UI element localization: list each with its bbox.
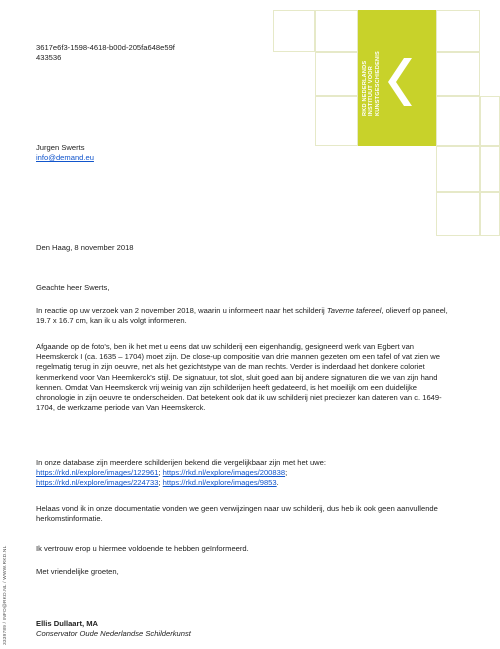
provenance-paragraph: Helaas vond ik in onze documentatie vonden we geen verwijzingen naar uw schilderij, dus heb ik ook geen aanvullende herkomstinformatie. xyxy=(36,504,438,524)
decor-square xyxy=(436,96,480,146)
link-end: . xyxy=(276,478,279,488)
body-paragraph: Afgaande op de foto's, ben ik het met u eens dat uw schilderij een eigenhandig, gesigneerd werk van Egbert van Heemskerck I (ca. 1635 – 1704) moet zijn. De close-up compositie van drie mannen gezeten om een tafel of vat zien we regelmatig terug in zijn oeuvre, net als het gezichtstype van de man rechts. Verder is inderdaad het donkere coloriet kenmerkend voor Van Heemkerck's stijl. De signatuur, tot slot, sluit goed aan bij andere signaturen die we van zijn hand kennen. Omdat Van Heemskerck vrij weinig van zijn schilderijen heeft gedateerd, is het moeilijk om een duidelijke chronologie in zijn oeuvre te onderscheiden. Dat betekent ook dat ik uw schilderij niet preciezer kan dateren van c. 1649-1704, de werkzame periode van Van Heemskerck. xyxy=(36,342,442,413)
decor-square xyxy=(436,146,480,192)
decor-square xyxy=(436,10,480,52)
signature-name: Ellis Dullaart, MA xyxy=(36,619,99,628)
logo-line: RKD NEDERLANDS xyxy=(362,60,368,116)
recipient-name: Jurgen Swerts xyxy=(36,143,85,152)
intro-text-end: , olieverf op paneel, 19.7 x 16.7 cm, kan ik u als volgt informeren. xyxy=(36,306,448,326)
database-link[interactable]: https://rkd.nl/explore/images/9853 xyxy=(162,478,277,488)
reference-id: 3617e6f3-1598-4618-b00d-205fa648e59f xyxy=(36,43,175,52)
decor-square xyxy=(436,52,480,96)
database-paragraph xyxy=(36,458,448,489)
logo-line: KUNSTGESCHIEDENIS xyxy=(374,51,381,116)
painting-title: Taverne tafereel xyxy=(326,306,382,315)
decor-square xyxy=(480,192,500,236)
database-link[interactable]: https://rkd.nl/explore/images/200838 xyxy=(162,468,286,478)
database-link[interactable]: https://rkd.nl/explore/images/224733 xyxy=(36,478,159,488)
link-separator: ; xyxy=(158,468,163,478)
decor-square xyxy=(315,10,358,52)
decor-square xyxy=(315,96,358,146)
link-separator: ; xyxy=(285,468,288,478)
signature-role: Conservator Oude Nederlandse Schilderkunst xyxy=(36,629,191,639)
decor-square xyxy=(480,96,500,146)
closing-greeting: Met vriendelijke groeten, xyxy=(36,567,119,576)
database-intro: In onze database zijn meerdere schilderijen bekend die vergelijkbaar zijn met het uwe: xyxy=(36,458,326,467)
intro-paragraph xyxy=(36,306,448,326)
intro-text: In reactie op uw verzoek van 2 november 2018, waarin u informeert naar het schilderij xyxy=(36,306,327,315)
reference-block xyxy=(36,43,175,63)
salutation: Geachte heer Swerts, xyxy=(36,283,110,292)
date-line: Den Haag, 8 november 2018 xyxy=(36,243,134,252)
link-separator: ; xyxy=(158,478,163,488)
recipient-email-link[interactable]: info@demand.eu xyxy=(36,153,94,163)
logo-text xyxy=(362,10,392,116)
sidebar-contact-text: 3339789 / INFO@RKD.NL / WWW.RKD.NL xyxy=(3,545,8,645)
logo-line: INSTITUUT VOOR xyxy=(368,65,375,116)
recipient-block xyxy=(36,143,94,163)
decor-square xyxy=(436,192,480,236)
decor-square xyxy=(315,52,358,96)
signature-block xyxy=(36,619,191,639)
decor-square xyxy=(480,146,500,192)
rkd-logo xyxy=(358,10,436,146)
decor-square xyxy=(273,10,315,52)
database-link[interactable]: https://rkd.nl/explore/images/122961 xyxy=(36,468,159,478)
reference-number: 433536 xyxy=(36,53,62,63)
closing-hope: Ik vertrouw erop u hiermee voldoende te hebben geïnformeerd. xyxy=(36,544,249,553)
